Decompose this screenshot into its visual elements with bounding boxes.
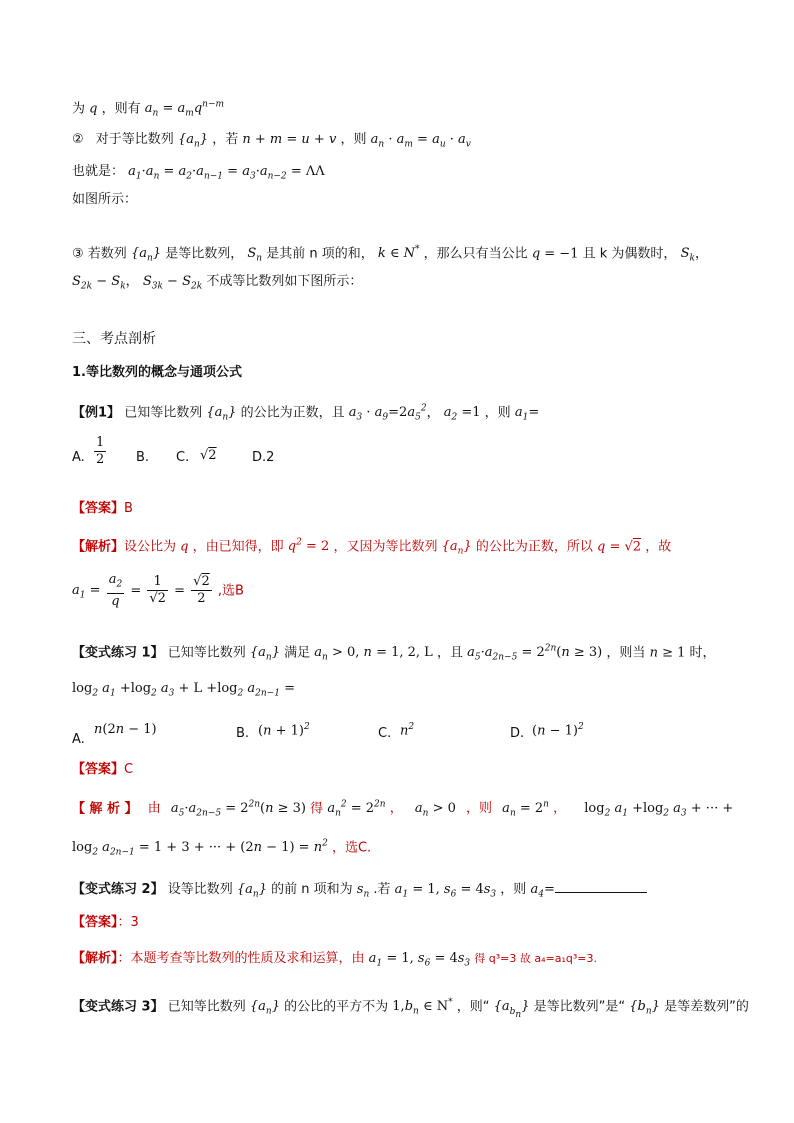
property-3: ③ 若数列 $\{a_n\}$ 是等比数列， $S_n$ 是其前 n 项的和， k ∈ N* ，那么只有当公比 q = −1 且 k 为偶数时， $S_k$， — [72, 245, 708, 264]
variant-tag: 【变式练习 3】 — [72, 999, 164, 1015]
variant-1-expression: $\log_2 a_1 +\log_2$ $a_3 + L +\log_2$ $a_{2n-1}$ = — [72, 681, 295, 699]
option-a-expr: n(2n − 1) — [94, 722, 157, 737]
answer-tag: 【答案】 — [72, 501, 125, 516]
answer-value: B — [124, 501, 133, 516]
option-c-label: C. — [378, 726, 392, 741]
text: 不成等比数列如下图所示： — [206, 274, 363, 289]
formula-line-1: 为 q ，则有 $a_n = a_mq^{n-m}$ — [72, 100, 225, 119]
answer-value: C — [124, 762, 134, 777]
answer-1 — [72, 500, 133, 518]
text: ，由已知得，即 — [192, 539, 284, 555]
variant-1: 【变式练习 1】 已知等比数列 $\{a_n\}$ 满足 $a_n > 0$, n = 1, 2, L ，且 $a_5\cdot a_{2n-5} = 2^{2n}(n \ge 3)$ ，则当 n ≥ 1 时， — [72, 644, 716, 663]
subsection-title-text: 1.等比数列的概念与通项公式 — [72, 365, 242, 380]
answer-3 — [72, 914, 139, 932]
option-c-label: C. — [176, 450, 190, 465]
answer-tag: 【答案】 — [72, 762, 125, 777]
example-1: 【例1】 已知等比数列 $\{a_n\}$ 的公比为正数，且 $a_3 \cdot a_9=2a_5^2$， $a_2 =1$ ，则 $a_1=$ — [72, 404, 540, 423]
fraction-half: $\frac{1}{2}$ — [96, 435, 105, 467]
answer-2 — [72, 761, 133, 779]
option-d-label: D. — [510, 726, 525, 741]
section-title — [72, 330, 156, 348]
option-b-label: B. — [236, 726, 250, 741]
text: 的公比的平方不为 — [284, 999, 389, 1015]
analysis-2-cont: $\log_2 a_{2n-1} = 1 + 3$ + ··· + $(2n - 1) = n^2$ ，选C. — [72, 839, 372, 858]
text: ，则“ — [456, 999, 490, 1015]
answer-blank[interactable] — [555, 880, 647, 893]
text: ，则有 — [101, 101, 141, 117]
text: 的前 n 项和为 — [271, 882, 353, 897]
variant-tag: 【变式练习 1】 — [72, 645, 164, 661]
text: 是其前 n 项的和， — [266, 246, 374, 262]
text: 设等比数列 — [167, 882, 233, 897]
option-a-label: A. — [72, 450, 85, 465]
circled-number: ③ — [72, 246, 84, 262]
option-b-label: B. — [136, 450, 150, 465]
option-a-label: A. — [72, 732, 85, 747]
text: ， — [553, 801, 567, 817]
text: 的公比为正数，且 — [240, 405, 345, 421]
option-d-expr: $(n - 1)^2$ — [532, 722, 584, 739]
example-tag: 【例1】 — [72, 405, 121, 421]
text: ，则 — [484, 405, 511, 421]
text: 时， — [689, 645, 716, 661]
text: 是等差数列”的 — [664, 999, 749, 1015]
text: ，则 — [466, 801, 493, 817]
text: 为 — [72, 101, 86, 117]
text: ΛΛ — [305, 164, 325, 179]
text: 得 q³=3 故 a₄=a₁q³=3. — [474, 952, 597, 965]
figure-caption — [72, 191, 137, 209]
text: ，则 — [500, 882, 527, 897]
text: 是等比数列， — [165, 246, 244, 262]
subsection-title — [72, 364, 242, 382]
section-title-text: 三、考点剖析 — [72, 331, 156, 347]
analysis-tag: 【解析】 — [72, 539, 125, 555]
text: ，则当 — [606, 645, 646, 661]
option-d-label: D.2 — [252, 450, 275, 465]
text: 设公比为 — [124, 539, 177, 555]
text: ，故 — [645, 539, 672, 555]
text: 对于等比数列 — [95, 132, 174, 147]
variant-2: 【变式练习 2】 设等比数列 $\{a_n\}$ 的前 n 项和为 $s_n$ .若 $a_1 = 1$, $s_6 = 4s_3$ ，则 $a_4=$ — [72, 880, 647, 904]
sqrt-two: √2 — [200, 448, 217, 463]
analysis-1: 【解析】设公比为 q ，由已知得，即 $q^2 = 2$ ，又因为等比数列 $\{a_n\}$ 的公比为正数，所以 q = √2 ，故 — [72, 538, 672, 557]
variant-1-options — [72, 722, 722, 748]
circled-number: ② — [72, 132, 84, 147]
text: 如图所示： — [72, 192, 138, 207]
option-c-expr: $n^2$ — [400, 722, 415, 739]
variant-tag: 【变式练习 2】 — [72, 882, 164, 897]
text: ，且 — [436, 645, 463, 661]
text: ，选C. — [331, 840, 372, 856]
text: 已知等比数列 — [124, 405, 203, 421]
text: .若 — [373, 882, 391, 897]
fraction: $\frac{1}{√2}$ — [149, 574, 166, 607]
text: ，若 — [212, 132, 239, 147]
text: 也就是： — [72, 164, 125, 179]
fraction: $\frac{a_2}{q}$ — [108, 572, 123, 609]
answer-tag: 【答案】 — [72, 915, 118, 930]
text: 已知等比数列 — [167, 645, 246, 661]
text: 若数列 — [87, 246, 127, 262]
fraction: $\frac{√2}{2}$ — [193, 574, 210, 607]
analysis-1-formula: $a_1$ = $\frac{a_2}{q}$ = $\frac{1}{√2}$ = $\frac{√2}{2}$ ,选B — [72, 572, 244, 609]
text: ，那么只有当公比 — [423, 246, 528, 262]
text: ，又因为等比数列 — [333, 539, 438, 555]
answer-value: ：3 — [117, 915, 139, 930]
text: 已知等比数列 — [167, 999, 246, 1015]
option-b-expr: $(n + 1)^2$ — [258, 722, 310, 739]
text: 的公比为正数，所以 — [475, 539, 593, 555]
text: 满足 — [284, 645, 311, 661]
text: 是等比数列”是“ — [533, 999, 626, 1015]
text: 由 — [147, 801, 161, 817]
analysis-3: 【解析】：本题考查等比数列的性质及求和运算，由 $a_1 = 1$, $s_6 = 4s_3$ 得 q³=3 故 a₄=a₁q³=3. — [72, 951, 597, 969]
property-2-expansion: 也就是： $a_1\cdot a_n = a_2\cdot a_{n-1} = a_3\cdot a_{n-2} = \Lambda\Lambda$ — [72, 164, 325, 182]
text: 且 k 为偶数时， — [582, 246, 677, 262]
analysis-tag: 【 解 析 】 — [72, 801, 138, 817]
text: ， — [389, 801, 403, 817]
text: 得 — [310, 801, 324, 817]
analysis-tag: 【解析】 — [72, 951, 118, 966]
text: ，则 — [340, 132, 367, 147]
variant-3: 【变式练习 3】 已知等比数列 $\{a_n\}$ 的公比的平方不为 $1,b_n$ ∈ N* ，则“ $\{a_{b_n}\}$ 是等比数列”是“ $\{b_n\}$ 是等差数列”的 — [72, 998, 749, 1020]
property-3-cont: $S_{2k} - S_k$， $S_{3k} - S_{2k}$ 不成等比数列如下图所示： — [72, 274, 363, 292]
text: ,选B — [217, 583, 244, 599]
text: ：本题考查等比数列的性质及求和运算，由 — [117, 951, 365, 966]
analysis-2: 【 解 析 】 由 $a_5\cdot a_{2n-5} = 2^{2n}(n \ge 3)$ 得 $a_n^2 = 2^{2n}$ ， $a_n > 0$ ，则 $a_n = 2^n$ ， $\log_2 a_1 +\log_2$ $a_3$ + ··· + — [72, 800, 734, 819]
property-2: ② 对于等比数列 $\{a_n\}$ ，若 n + m = u + v ，则 $a_n \cdot a_m = a_u \cdot a_v$ — [72, 132, 471, 150]
